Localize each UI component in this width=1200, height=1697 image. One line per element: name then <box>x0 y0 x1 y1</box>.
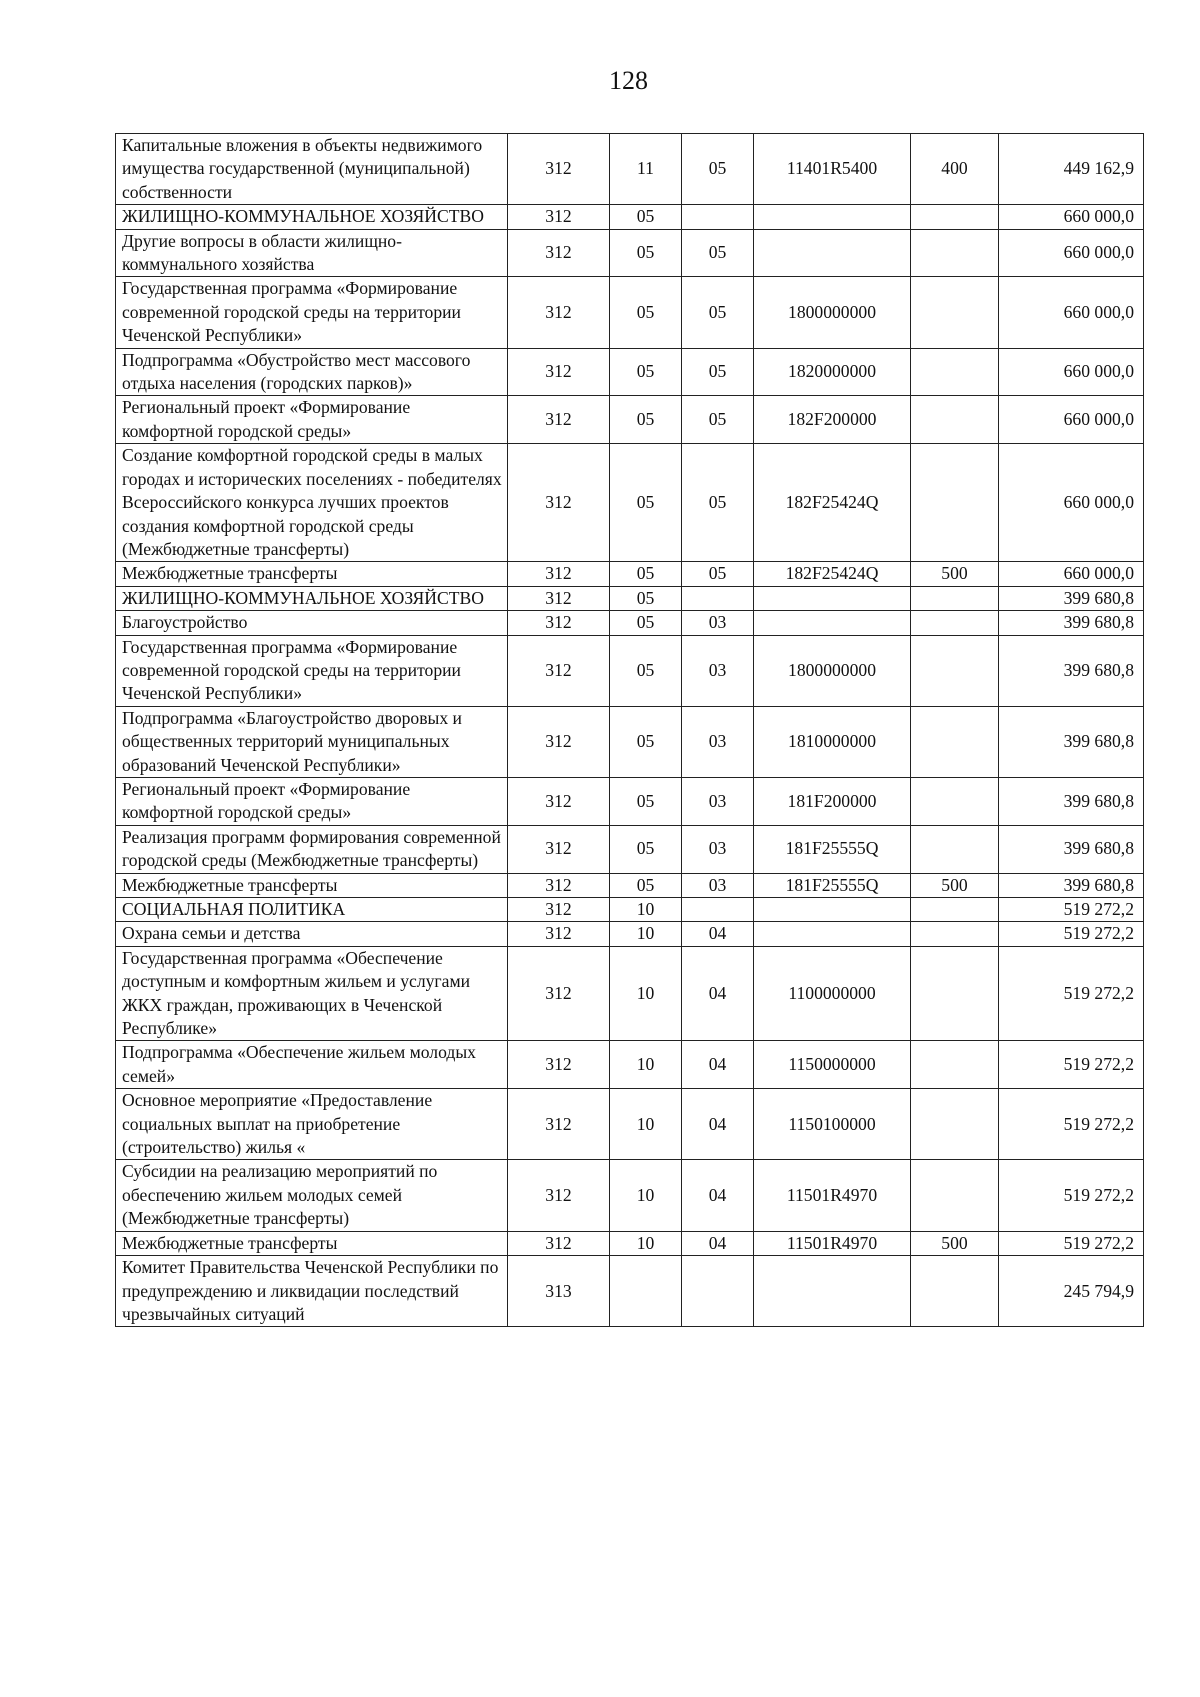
item-name-cell: Реализация программ формирования современной городской среды (Межбюджетные трансферты) <box>116 825 508 873</box>
item-name-cell: Межбюджетные трансферты <box>116 562 508 586</box>
section-code-cell: 05 <box>610 873 682 897</box>
expense-type-cell <box>911 1089 999 1160</box>
amount-cell: 519 272,2 <box>999 1160 1144 1231</box>
subsection-code-cell <box>682 586 754 610</box>
budget-table <box>115 133 1144 1327</box>
expense-type-cell <box>911 396 999 444</box>
amount-cell: 519 272,2 <box>999 1041 1144 1089</box>
ministry-code-cell: 312 <box>508 562 610 586</box>
subsection-code-cell: 05 <box>682 396 754 444</box>
amount-cell: 660 000,0 <box>999 277 1144 348</box>
table-row <box>116 611 1144 635</box>
section-code-cell: 05 <box>610 611 682 635</box>
expense-type-cell <box>911 706 999 777</box>
item-name-cell: Подпрограмма «Обустройство мест массового отдыха населения (городских парков)» <box>116 348 508 396</box>
section-code-cell: 10 <box>610 1160 682 1231</box>
item-name-cell: Государственная программа «Обеспечение доступным и комфортным жильем и услугами ЖКХ граждан, проживающих в Чеченской Республике» <box>116 946 508 1041</box>
amount-cell: 519 272,2 <box>999 898 1144 922</box>
section-code-cell: 10 <box>610 898 682 922</box>
subsection-code-cell: 04 <box>682 1160 754 1231</box>
budget-table-body <box>116 134 1144 1327</box>
ministry-code-cell: 312 <box>508 922 610 946</box>
subsection-code-cell: 03 <box>682 777 754 825</box>
subsection-code-cell: 05 <box>682 277 754 348</box>
subsection-code-cell: 04 <box>682 946 754 1041</box>
expense-type-cell <box>911 611 999 635</box>
expense-type-cell: 500 <box>911 562 999 586</box>
section-code-cell: 05 <box>610 706 682 777</box>
item-name-cell: ЖИЛИЩНО-КОММУНАЛЬНОЕ ХОЗЯЙСТВО <box>116 205 508 229</box>
ministry-code-cell: 312 <box>508 348 610 396</box>
section-code-cell: 10 <box>610 946 682 1041</box>
target-article-cell: 1800000000 <box>754 635 911 706</box>
expense-type-cell <box>911 777 999 825</box>
section-code-cell: 05 <box>610 277 682 348</box>
section-code-cell: 05 <box>610 586 682 610</box>
ministry-code-cell: 312 <box>508 873 610 897</box>
expense-type-cell <box>911 1256 999 1327</box>
table-row <box>116 825 1144 873</box>
item-name-cell: Создание комфортной городской среды в малых городах и исторических поселениях - победителях Всероссийского конкурса лучших проектов создания комфортной городской среды (Межбюджетные трансферты) <box>116 444 508 562</box>
amount-cell: 519 272,2 <box>999 922 1144 946</box>
expense-type-cell <box>911 205 999 229</box>
subsection-code-cell: 03 <box>682 873 754 897</box>
target-article-cell: 1150000000 <box>754 1041 911 1089</box>
ministry-code-cell: 312 <box>508 586 610 610</box>
table-row <box>116 922 1144 946</box>
ministry-code-cell: 312 <box>508 611 610 635</box>
item-name-cell: Межбюджетные трансферты <box>116 1231 508 1255</box>
subsection-code-cell: 05 <box>682 444 754 562</box>
subsection-code-cell: 03 <box>682 706 754 777</box>
table-row <box>116 946 1144 1041</box>
amount-cell: 660 000,0 <box>999 444 1144 562</box>
ministry-code-cell: 312 <box>508 946 610 1041</box>
item-name-cell: Межбюджетные трансферты <box>116 873 508 897</box>
target-article-cell: 1800000000 <box>754 277 911 348</box>
ministry-code-cell: 313 <box>508 1256 610 1327</box>
amount-cell: 399 680,8 <box>999 825 1144 873</box>
expense-type-cell: 500 <box>911 873 999 897</box>
expense-type-cell <box>911 229 999 277</box>
table-row <box>116 134 1144 205</box>
target-article-cell <box>754 586 911 610</box>
amount-cell: 399 680,8 <box>999 873 1144 897</box>
section-code-cell: 05 <box>610 444 682 562</box>
item-name-cell: СОЦИАЛЬНАЯ ПОЛИТИКА <box>116 898 508 922</box>
section-code-cell: 05 <box>610 562 682 586</box>
item-name-cell: Государственная программа «Формирование современной городской среды на территории Чеченской Республики» <box>116 277 508 348</box>
expense-type-cell: 400 <box>911 134 999 205</box>
expense-type-cell: 500 <box>911 1231 999 1255</box>
table-row <box>116 777 1144 825</box>
target-article-cell <box>754 229 911 277</box>
ministry-code-cell: 312 <box>508 396 610 444</box>
table-row <box>116 1041 1144 1089</box>
ministry-code-cell: 312 <box>508 205 610 229</box>
ministry-code-cell: 312 <box>508 277 610 348</box>
table-row <box>116 1231 1144 1255</box>
target-article-cell: 181F25555Q <box>754 873 911 897</box>
ministry-code-cell: 312 <box>508 229 610 277</box>
subsection-code-cell: 04 <box>682 1041 754 1089</box>
target-article-cell: 1100000000 <box>754 946 911 1041</box>
subsection-code-cell: 04 <box>682 1089 754 1160</box>
table-row <box>116 898 1144 922</box>
expense-type-cell <box>911 444 999 562</box>
amount-cell: 660 000,0 <box>999 205 1144 229</box>
table-row <box>116 562 1144 586</box>
target-article-cell <box>754 205 911 229</box>
target-article-cell: 1810000000 <box>754 706 911 777</box>
item-name-cell: Другие вопросы в области жилищно-коммунального хозяйства <box>116 229 508 277</box>
expense-type-cell <box>911 635 999 706</box>
target-article-cell <box>754 898 911 922</box>
amount-cell: 519 272,2 <box>999 1089 1144 1160</box>
section-code-cell: 11 <box>610 134 682 205</box>
section-code-cell <box>610 1256 682 1327</box>
page-number: 128 <box>609 66 648 95</box>
item-name-cell: Охрана семьи и детства <box>116 922 508 946</box>
expense-type-cell <box>911 1041 999 1089</box>
subsection-code-cell: 04 <box>682 1231 754 1255</box>
subsection-code-cell: 05 <box>682 562 754 586</box>
amount-cell: 245 794,9 <box>999 1256 1144 1327</box>
expense-type-cell <box>911 348 999 396</box>
amount-cell: 660 000,0 <box>999 348 1144 396</box>
table-row <box>116 873 1144 897</box>
target-article-cell: 11501R4970 <box>754 1160 911 1231</box>
target-article-cell: 182F25424Q <box>754 562 911 586</box>
table-row <box>116 229 1144 277</box>
subsection-code-cell: 04 <box>682 922 754 946</box>
item-name-cell: Благоустройство <box>116 611 508 635</box>
amount-cell: 519 272,2 <box>999 1231 1144 1255</box>
section-code-cell: 05 <box>610 777 682 825</box>
ministry-code-cell: 312 <box>508 1160 610 1231</box>
amount-cell: 399 680,8 <box>999 611 1144 635</box>
target-article-cell <box>754 922 911 946</box>
amount-cell: 399 680,8 <box>999 706 1144 777</box>
subsection-code-cell: 05 <box>682 229 754 277</box>
expense-type-cell <box>911 586 999 610</box>
item-name-cell: Субсидии на реализацию мероприятий по обеспечению жильем молодых семей (Межбюджетные трансферты) <box>116 1160 508 1231</box>
item-name-cell: Государственная программа «Формирование современной городской среды на территории Чеченской Республики» <box>116 635 508 706</box>
target-article-cell: 1820000000 <box>754 348 911 396</box>
ministry-code-cell: 312 <box>508 898 610 922</box>
item-name-cell: ЖИЛИЩНО-КОММУНАЛЬНОЕ ХОЗЯЙСТВО <box>116 586 508 610</box>
table-row <box>116 586 1144 610</box>
target-article-cell: 181F200000 <box>754 777 911 825</box>
ministry-code-cell: 312 <box>508 1231 610 1255</box>
target-article-cell <box>754 1256 911 1327</box>
target-article-cell: 182F25424Q <box>754 444 911 562</box>
subsection-code-cell: 03 <box>682 635 754 706</box>
item-name-cell: Региональный проект «Формирование комфортной городской среды» <box>116 396 508 444</box>
target-article-cell: 1150100000 <box>754 1089 911 1160</box>
section-code-cell: 10 <box>610 1089 682 1160</box>
item-name-cell: Основное мероприятие «Предоставление социальных выплат на приобретение (строительство) жилья « <box>116 1089 508 1160</box>
amount-cell: 660 000,0 <box>999 562 1144 586</box>
expense-type-cell <box>911 922 999 946</box>
table-row <box>116 1256 1144 1327</box>
target-article-cell: 181F25555Q <box>754 825 911 873</box>
amount-cell: 399 680,8 <box>999 777 1144 825</box>
table-row <box>116 205 1144 229</box>
table-row <box>116 277 1144 348</box>
subsection-code-cell <box>682 898 754 922</box>
table-row <box>116 396 1144 444</box>
ministry-code-cell: 312 <box>508 134 610 205</box>
ministry-code-cell: 312 <box>508 635 610 706</box>
item-name-cell: Региональный проект «Формирование комфортной городской среды» <box>116 777 508 825</box>
table-row <box>116 1160 1144 1231</box>
target-article-cell: 182F200000 <box>754 396 911 444</box>
table-row <box>116 635 1144 706</box>
section-code-cell: 05 <box>610 229 682 277</box>
expense-type-cell <box>911 825 999 873</box>
target-article-cell <box>754 611 911 635</box>
subsection-code-cell: 03 <box>682 825 754 873</box>
amount-cell: 399 680,8 <box>999 586 1144 610</box>
section-code-cell: 05 <box>610 396 682 444</box>
amount-cell: 399 680,8 <box>999 635 1144 706</box>
ministry-code-cell: 312 <box>508 825 610 873</box>
section-code-cell: 10 <box>610 1231 682 1255</box>
subsection-code-cell <box>682 205 754 229</box>
amount-cell: 519 272,2 <box>999 946 1144 1041</box>
table-row <box>116 1089 1144 1160</box>
ministry-code-cell: 312 <box>508 706 610 777</box>
ministry-code-cell: 312 <box>508 1089 610 1160</box>
section-code-cell: 05 <box>610 348 682 396</box>
amount-cell: 660 000,0 <box>999 396 1144 444</box>
expense-type-cell <box>911 277 999 348</box>
item-name-cell: Подпрограмма «Обеспечение жильем молодых семей» <box>116 1041 508 1089</box>
target-article-cell: 11401R5400 <box>754 134 911 205</box>
amount-cell: 449 162,9 <box>999 134 1144 205</box>
expense-type-cell <box>911 1160 999 1231</box>
expense-type-cell <box>911 946 999 1041</box>
subsection-code-cell: 03 <box>682 611 754 635</box>
expense-type-cell <box>911 898 999 922</box>
amount-cell: 660 000,0 <box>999 229 1144 277</box>
ministry-code-cell: 312 <box>508 444 610 562</box>
subsection-code-cell: 05 <box>682 348 754 396</box>
item-name-cell: Подпрограмма «Благоустройство дворовых и общественных территорий муниципальных образований Чеченской Республики» <box>116 706 508 777</box>
section-code-cell: 05 <box>610 635 682 706</box>
item-name-cell: Капитальные вложения в объекты недвижимого имущества государственной (муниципальной) собственности <box>116 134 508 205</box>
section-code-cell: 05 <box>610 205 682 229</box>
target-article-cell: 11501R4970 <box>754 1231 911 1255</box>
section-code-cell: 10 <box>610 1041 682 1089</box>
table-row <box>116 706 1144 777</box>
section-code-cell: 05 <box>610 825 682 873</box>
subsection-code-cell <box>682 1256 754 1327</box>
ministry-code-cell: 312 <box>508 777 610 825</box>
section-code-cell: 10 <box>610 922 682 946</box>
table-row <box>116 348 1144 396</box>
subsection-code-cell: 05 <box>682 134 754 205</box>
table-row <box>116 444 1144 562</box>
item-name-cell: Комитет Правительства Чеченской Республики по предупреждению и ликвидации последствий чрезвычайных ситуаций <box>116 1256 508 1327</box>
ministry-code-cell: 312 <box>508 1041 610 1089</box>
